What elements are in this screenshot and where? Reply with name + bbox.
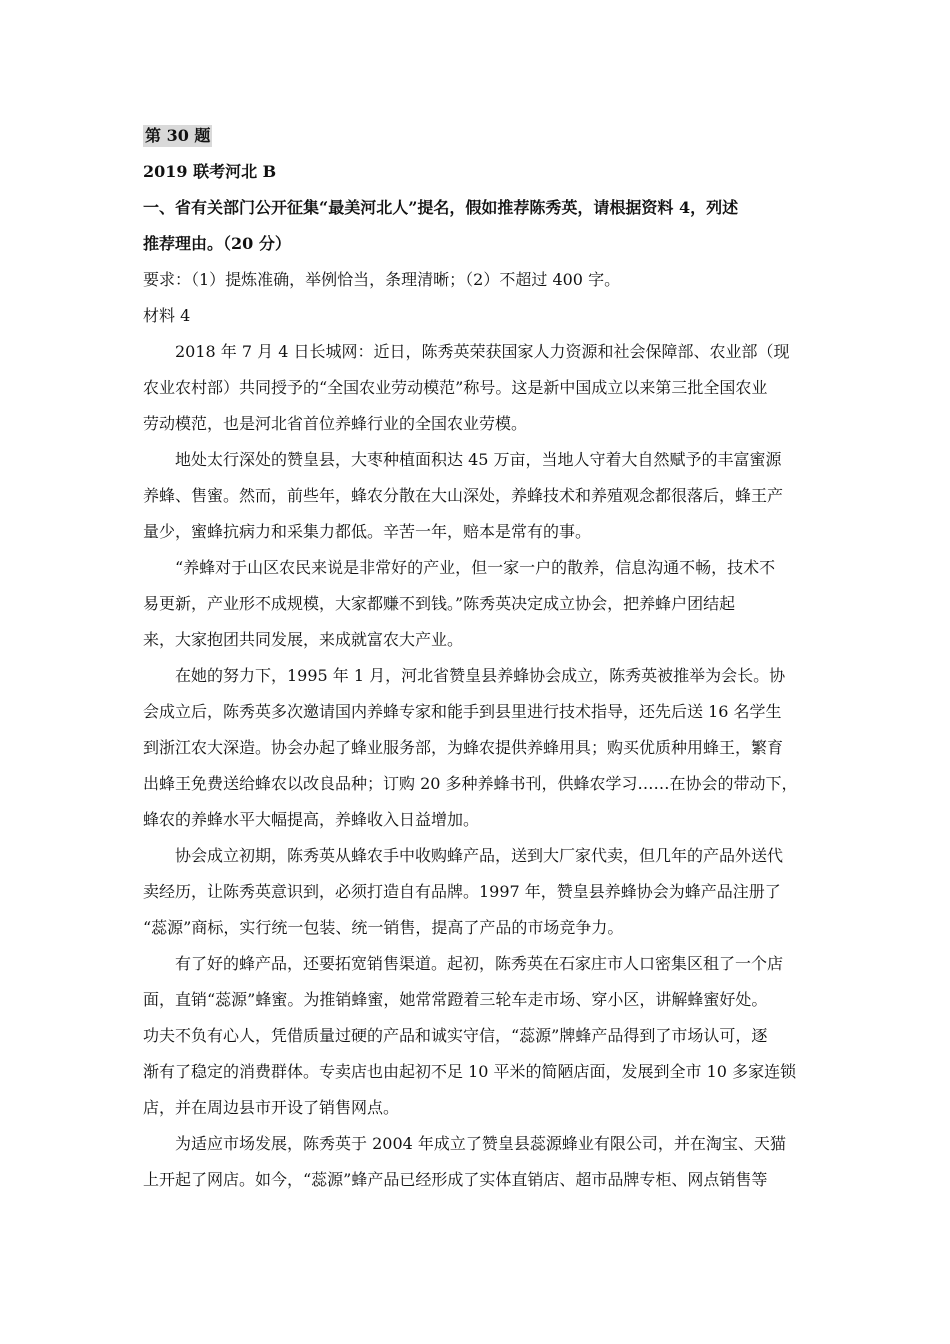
paragraph-line: 出蜂王免费送给蜂农以改良品种；订购 20 多种养蜂书刊，供蜂农学习……在协会的带动下， [143,774,798,793]
paragraph-2 [143,442,813,550]
paragraph-7 [143,1126,813,1198]
paragraph-line: 面，直销“蕊源”蜂蜜。为推销蜂蜜，她常常蹬着三轮车走市场、穿小区，讲解蜂蜜好处。 [143,990,768,1009]
paragraph-3 [143,550,813,658]
paragraph-line: 有了好的蜂产品，还要拓宽销售渠道。起初，陈秀英在石家庄市人口密集区租了一个店 [175,954,784,973]
paragraph-6 [143,946,813,1126]
question-number-line [143,118,813,154]
paragraph-line: “养蜂对于山区农民来说是非常好的产业，但一家一户的散养，信息沟通不畅，技术不 [175,558,776,577]
paragraph-line: 卖经历，让陈秀英意识到，必须打造自有品牌。1997 年，赞皇县养蜂协会为蜂产品注册了 [143,882,781,901]
paragraph-line: 渐有了稳定的消费群体。专卖店也由起初不足 10 平米的简陋店面，发展到全市 10 多家连锁 [143,1062,797,1081]
paragraph-4 [143,658,813,838]
paragraph-line: 地处太行深处的赞皇县，大枣种植面积达 45 万亩，当地人守着大自然赋予的丰富蜜源 [175,450,782,469]
paragraph-line: 养蜂、售蜜。然而，前些年，蜂农分散在大山深处，养蜂技术和养殖观念都很落后，蜂王产 [143,486,784,505]
paragraph-line: 蜂农的养蜂水平大幅提高，养蜂收入日益增加。 [143,810,480,829]
paragraph-line: 来，大家抱团共同发展，来成就富农大产业。 [143,630,464,649]
paragraph-line: 到浙江农大深造。协会办起了蜂业服务部，为蜂农提供养蜂用具；购买优质种用蜂王，繁育 [143,738,784,757]
question-number: 第 30 题 [145,126,211,145]
question-text-line-2: 推荐理由。（20 分） [143,234,291,253]
paragraph-line: 上开起了网店。如今，“蕊源”蜂产品已经形成了实体直销店、超市品牌专柜、网点销售等 [143,1170,768,1189]
paragraph-line: 店，并在周边县市开设了销售网点。 [143,1098,400,1117]
requirements: 要求：（1）提炼准确，举例恰当，条理清晰；（2）不超过 400 字。 [143,270,621,289]
document-content [143,118,813,1198]
paragraph-line: 劳动模范，也是河北省首位养蜂行业的全国农业劳模。 [143,414,528,433]
paragraph-line: 功夫不负有心人，凭借质量过硬的产品和诚实守信，“蕊源”牌蜂产品得到了市场认可，逐 [143,1026,768,1045]
exam-source: 2019 联考河北 B [143,162,277,181]
paragraph-line: “蕊源”商标，实行统一包装、统一销售，提高了产品的市场竞争力。 [143,918,624,937]
paragraph-5 [143,838,813,946]
paragraph-line: 易更新，产业形不成规模，大家都赚不到钱。”陈秀英决定成立协会，把养蜂户团结起 [143,594,736,613]
material-title: 材料 4 [143,306,191,325]
paragraph-line: 在她的努力下，1995 年 1 月，河北省赞皇县养蜂协会成立，陈秀英被推举为会长。协 [175,666,786,685]
paragraph-line: 协会成立初期，陈秀英从蜂农手中收购蜂产品，送到大厂家代卖，但几年的产品外送代 [175,846,784,865]
paragraph-line: 2018 年 7 月 4 日长城网：近日，陈秀英荣获国家人力资源和社会保障部、农业部（现 [175,342,790,361]
paragraph-line: 农业农村部）共同授予的“全国农业劳动模范”称号。这是新中国成立以来第三批全国农业 [143,378,768,397]
paragraph-1 [143,334,813,442]
question-text-line-1: 一、省有关部门公开征集“最美河北人”提名，假如推荐陈秀英，请根据资料 4，列述 [143,198,739,217]
paragraph-line: 会成立后，陈秀英多次邀请国内养蜂专家和能手到县里进行技术指导，还先后送 16 名学生 [143,702,782,721]
paragraph-line: 为适应市场发展，陈秀英于 2004 年成立了赞皇县蕊源蜂业有限公司，并在淘宝、天猫 [175,1134,786,1153]
paragraph-line: 量少，蜜蜂抗病力和采集力都低。辛苦一年，赔本是常有的事。 [143,522,592,541]
